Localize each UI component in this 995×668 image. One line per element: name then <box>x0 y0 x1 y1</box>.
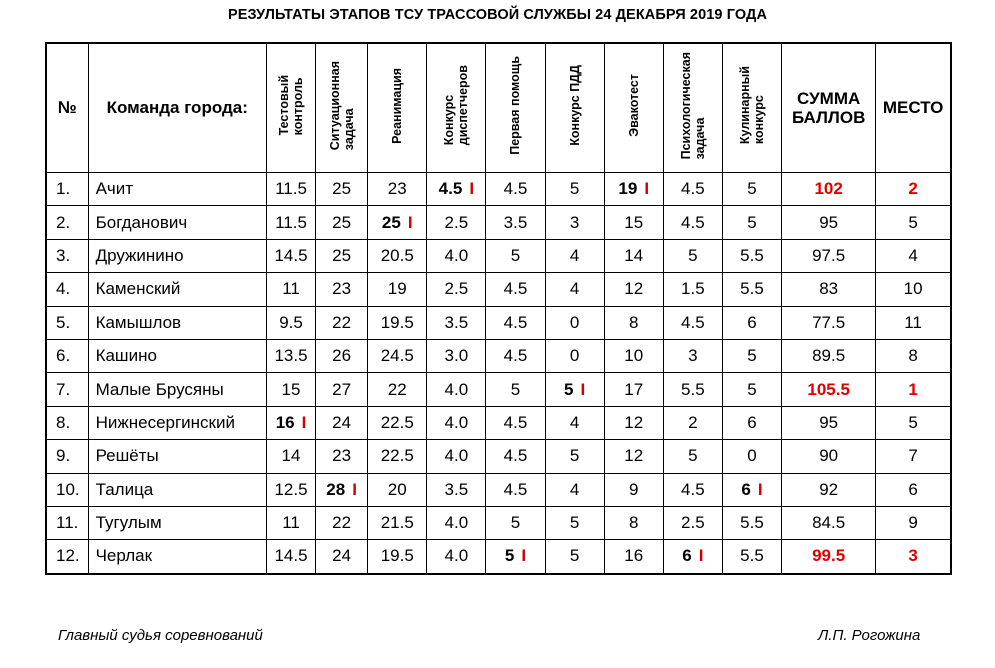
cell-evac: 17 <box>604 373 663 406</box>
cell-situation: 25 <box>316 173 368 206</box>
cell-first-aid: 3.5 <box>486 206 545 239</box>
cell-evac: 19 I <box>604 173 663 206</box>
cell-test: 11 <box>266 506 315 539</box>
cell-situation: 22 <box>316 306 368 339</box>
cell-dispatchers: 4.0 <box>427 440 486 473</box>
cell-pdd: 4 <box>545 273 604 306</box>
header-dispatchers: Конкурс диспетчеров <box>427 43 486 173</box>
header-evac: Эвакотест <box>604 43 663 173</box>
cell-evac: 12 <box>604 273 663 306</box>
header-psych: Психологическая задача <box>663 43 722 173</box>
cell-test: 16 I <box>266 406 315 439</box>
header-pdd: Конкурс ПДД <box>545 43 604 173</box>
winner-mark: I <box>757 479 763 499</box>
header-reanimation: Реанимация <box>368 43 427 173</box>
header-num: № <box>46 43 88 173</box>
cell-team: Черлак <box>88 540 266 574</box>
winner-mark: I <box>301 412 307 432</box>
cell-evac: 12 <box>604 440 663 473</box>
cell-psych: 6 I <box>663 540 722 574</box>
cell-sum: 99.5 <box>782 540 876 574</box>
table-row <box>46 473 951 506</box>
chief-judge-label: Главный судья соревнований <box>58 627 263 644</box>
cell-num: 11. <box>46 506 88 539</box>
cell-pdd: 5 <box>545 440 604 473</box>
cell-dispatchers: 4.0 <box>427 373 486 406</box>
cell-sum: 77.5 <box>782 306 876 339</box>
winner-mark: I <box>698 546 704 566</box>
header-test: Тестовый контроль <box>266 43 315 173</box>
winner-mark: I <box>580 379 586 399</box>
cell-pdd: 5 I <box>545 373 604 406</box>
cell-test: 11.5 <box>266 173 315 206</box>
cell-psych: 4.5 <box>663 473 722 506</box>
cell-psych: 1.5 <box>663 273 722 306</box>
cell-evac: 16 <box>604 540 663 574</box>
cell-dispatchers: 4.0 <box>427 506 486 539</box>
table-row <box>46 206 951 239</box>
header-sum: СУММА БАЛЛОВ <box>782 43 876 173</box>
cell-team: Нижнесергинский <box>88 406 266 439</box>
cell-culinary: 5 <box>722 173 781 206</box>
cell-psych: 4.5 <box>663 306 722 339</box>
cell-num: 4. <box>46 273 88 306</box>
cell-num: 1. <box>46 173 88 206</box>
cell-first-aid: 4.5 <box>486 406 545 439</box>
cell-test: 11 <box>266 273 315 306</box>
cell-team: Тугулым <box>88 506 266 539</box>
cell-sum: 95 <box>782 206 876 239</box>
cell-place: 10 <box>876 273 951 306</box>
cell-psych: 5.5 <box>663 373 722 406</box>
cell-place: 5 <box>876 406 951 439</box>
cell-evac: 8 <box>604 506 663 539</box>
cell-first-aid: 5 <box>486 239 545 272</box>
table-row <box>46 506 951 539</box>
cell-dispatchers: 3.0 <box>427 339 486 372</box>
cell-team: Талица <box>88 473 266 506</box>
cell-situation: 28 I <box>316 473 368 506</box>
header-culinary: Кулинарный конкурс <box>722 43 781 173</box>
cell-num: 12. <box>46 540 88 574</box>
results-table <box>45 42 952 575</box>
cell-sum: 84.5 <box>782 506 876 539</box>
cell-place: 6 <box>876 473 951 506</box>
cell-pdd: 4 <box>545 473 604 506</box>
cell-test: 9.5 <box>266 306 315 339</box>
winner-mark: I <box>352 479 357 499</box>
cell-team: Ачит <box>88 173 266 206</box>
cell-psych: 4.5 <box>663 173 722 206</box>
cell-place: 9 <box>876 506 951 539</box>
cell-place: 4 <box>876 239 951 272</box>
table-row <box>46 339 951 372</box>
cell-sum: 97.5 <box>782 239 876 272</box>
cell-team: Камышлов <box>88 306 266 339</box>
table-row <box>46 273 951 306</box>
cell-test: 11.5 <box>266 206 315 239</box>
cell-dispatchers: 2.5 <box>427 206 486 239</box>
cell-reanimation: 19.5 <box>368 306 427 339</box>
cell-evac: 15 <box>604 206 663 239</box>
winner-mark: I <box>521 546 527 566</box>
cell-psych: 4.5 <box>663 206 722 239</box>
cell-team: Малые Брусяны <box>88 373 266 406</box>
cell-reanimation: 22 <box>368 373 427 406</box>
cell-dispatchers: 3.5 <box>427 473 486 506</box>
cell-culinary: 6 <box>722 306 781 339</box>
cell-situation: 27 <box>316 373 368 406</box>
cell-psych: 5 <box>663 239 722 272</box>
cell-sum: 102 <box>782 173 876 206</box>
cell-test: 14 <box>266 440 315 473</box>
cell-test: 14.5 <box>266 540 315 574</box>
chief-judge-name: Л.П. Рогожина <box>818 627 921 644</box>
winner-mark: I <box>644 179 650 199</box>
table-row <box>46 173 951 206</box>
cell-first-aid: 4.5 <box>486 306 545 339</box>
cell-situation: 22 <box>316 506 368 539</box>
cell-place: 1 <box>876 373 951 406</box>
cell-num: 2. <box>46 206 88 239</box>
cell-first-aid: 4.5 <box>486 440 545 473</box>
cell-evac: 10 <box>604 339 663 372</box>
cell-num: 5. <box>46 306 88 339</box>
cell-situation: 26 <box>316 339 368 372</box>
cell-culinary: 5 <box>722 206 781 239</box>
header-row <box>46 43 951 173</box>
cell-culinary: 5.5 <box>722 273 781 306</box>
cell-place: 5 <box>876 206 951 239</box>
table-row <box>46 540 951 574</box>
cell-dispatchers: 2.5 <box>427 273 486 306</box>
winner-mark: I <box>407 212 413 232</box>
cell-dispatchers: 4.0 <box>427 540 486 574</box>
cell-psych: 5 <box>663 440 722 473</box>
cell-culinary: 5.5 <box>722 239 781 272</box>
cell-reanimation: 22.5 <box>368 440 427 473</box>
cell-situation: 24 <box>316 406 368 439</box>
cell-first-aid: 5 <box>486 373 545 406</box>
cell-situation: 25 <box>316 206 368 239</box>
cell-dispatchers: 4.0 <box>427 406 486 439</box>
cell-num: 8. <box>46 406 88 439</box>
cell-pdd: 4 <box>545 406 604 439</box>
cell-pdd: 5 <box>545 540 604 574</box>
cell-culinary: 6 I <box>722 473 781 506</box>
cell-sum: 92 <box>782 473 876 506</box>
cell-num: 3. <box>46 239 88 272</box>
header-team: Команда города: <box>88 43 266 173</box>
cell-sum: 95 <box>782 406 876 439</box>
cell-place: 3 <box>876 540 951 574</box>
cell-place: 8 <box>876 339 951 372</box>
table-row <box>46 406 951 439</box>
cell-situation: 24 <box>316 540 368 574</box>
cell-pdd: 0 <box>545 339 604 372</box>
cell-first-aid: 4.5 <box>486 273 545 306</box>
cell-sum: 89.5 <box>782 339 876 372</box>
cell-psych: 2.5 <box>663 506 722 539</box>
cell-num: 6. <box>46 339 88 372</box>
table-row <box>46 373 951 406</box>
cell-test: 13.5 <box>266 339 315 372</box>
cell-culinary: 5 <box>722 373 781 406</box>
cell-pdd: 4 <box>545 239 604 272</box>
cell-first-aid: 5 <box>486 506 545 539</box>
cell-evac: 9 <box>604 473 663 506</box>
cell-psych: 3 <box>663 339 722 372</box>
cell-sum: 105.5 <box>782 373 876 406</box>
cell-culinary: 5.5 <box>722 540 781 574</box>
cell-place: 2 <box>876 173 951 206</box>
cell-dispatchers: 4.0 <box>427 239 486 272</box>
cell-team: Кашино <box>88 339 266 372</box>
cell-evac: 8 <box>604 306 663 339</box>
cell-situation: 23 <box>316 440 368 473</box>
cell-culinary: 0 <box>722 440 781 473</box>
cell-reanimation: 20 <box>368 473 427 506</box>
cell-place: 11 <box>876 306 951 339</box>
cell-first-aid: 5 I <box>486 540 545 574</box>
cell-pdd: 0 <box>545 306 604 339</box>
cell-reanimation: 21.5 <box>368 506 427 539</box>
cell-reanimation: 19 <box>368 273 427 306</box>
table-row <box>46 239 951 272</box>
cell-reanimation: 22.5 <box>368 406 427 439</box>
cell-first-aid: 4.5 <box>486 473 545 506</box>
cell-team: Решёты <box>88 440 266 473</box>
cell-psych: 2 <box>663 406 722 439</box>
cell-num: 10. <box>46 473 88 506</box>
header-first-aid: Первая помощь <box>486 43 545 173</box>
cell-place: 7 <box>876 440 951 473</box>
cell-reanimation: 19.5 <box>368 540 427 574</box>
page-title: РЕЗУЛЬТАТЫ ЭТАПОВ ТСУ ТРАССОВОЙ СЛУЖБЫ 24 ДЕКАБРЯ 2019 ГОДА <box>227 7 768 23</box>
cell-evac: 14 <box>604 239 663 272</box>
winner-mark: I <box>469 179 475 199</box>
cell-evac: 12 <box>604 406 663 439</box>
cell-dispatchers: 4.5 I <box>427 173 486 206</box>
cell-pdd: 5 <box>545 173 604 206</box>
header-situation: Ситуационная задача <box>316 43 368 173</box>
cell-situation: 25 <box>316 239 368 272</box>
table-row <box>46 306 951 339</box>
table-row <box>46 440 951 473</box>
cell-dispatchers: 3.5 <box>427 306 486 339</box>
cell-test: 14.5 <box>266 239 315 272</box>
cell-pdd: 5 <box>545 506 604 539</box>
cell-team: Дружинино <box>88 239 266 272</box>
cell-sum: 83 <box>782 273 876 306</box>
cell-reanimation: 25 I <box>368 206 427 239</box>
cell-test: 15 <box>266 373 315 406</box>
cell-culinary: 6 <box>722 406 781 439</box>
cell-team: Каменский <box>88 273 266 306</box>
cell-culinary: 5.5 <box>722 506 781 539</box>
cell-pdd: 3 <box>545 206 604 239</box>
cell-test: 12.5 <box>266 473 315 506</box>
cell-reanimation: 23 <box>368 173 427 206</box>
cell-sum: 90 <box>782 440 876 473</box>
cell-first-aid: 4.5 <box>486 339 545 372</box>
cell-num: 9. <box>46 440 88 473</box>
cell-reanimation: 24.5 <box>368 339 427 372</box>
cell-reanimation: 20.5 <box>368 239 427 272</box>
header-place: МЕСТО <box>876 43 951 173</box>
cell-num: 7. <box>46 373 88 406</box>
cell-team: Богданович <box>88 206 266 239</box>
cell-first-aid: 4.5 <box>486 173 545 206</box>
cell-culinary: 5 <box>722 339 781 372</box>
cell-situation: 23 <box>316 273 368 306</box>
